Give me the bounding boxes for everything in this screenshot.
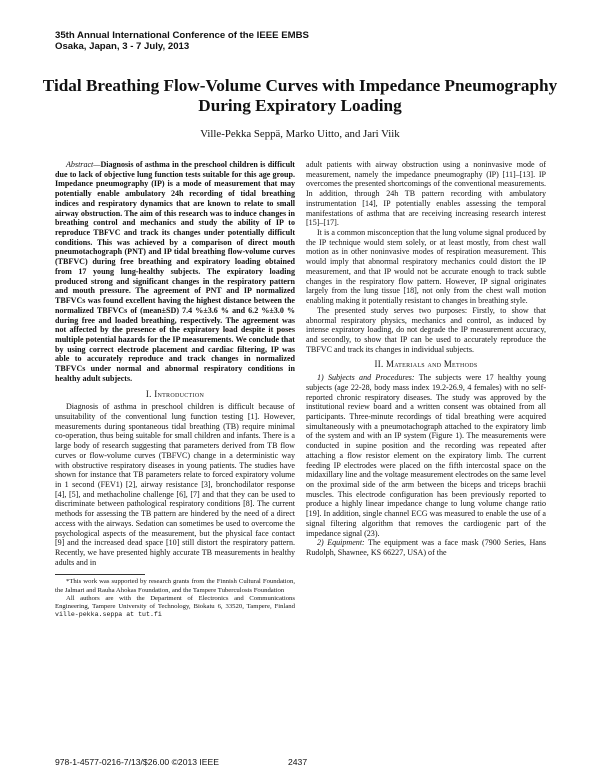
subjects-subheading: 1) Subjects and Procedures: — [317, 373, 415, 383]
footnote-affiliation — [55, 595, 295, 619]
page-number: 2437 — [288, 757, 308, 767]
abstract-text: Diagnosis of asthma in the preschool children is difficult due to lack of objective lung function tests suitable for this age group. Impedance pneumography (IP) is a mode of measurement that may potentially enable ambulatory 24h recording of tidal breathing indices and respiratory dynamics that are known to relate to small airway obstruction. The aim of this research was to induce changes in breathing control and mechanics and study the ability of IP to reproduce TBFVC and track its changes under potentially difficult conditions. This was achieved by a comparison of direct mouth pneumotachograph (PNT) and IP tidal breathing flow-volume curves (TBFVC) during free breathing and expiratory loading obtained from 17 young lung-healthy subjects. The expiratory loading produced strong and significant changes in the respiratory pattern and mouth pressure. The agreement of PNT and IP normalized TBFVCs was found excellent having the highest distance between the normalized TBFVCs of (mean±SD) 7.4 %±3.6 % and 6.2 %±3.0 % during free and loaded breathing, respectively. The agreement was not affected by the presence of the expiratory load despite it poses multiple potential hazards for the IP measurements. We conclude that by using correct electrode placement and cardiac filtering, IP was able to accurately reproduce and track changes in normalized TBFVCs under normal and abnormal respiratory conditions in healthy adult subjects. — [55, 160, 295, 383]
methods-heading: II. Materials and Methods — [374, 359, 478, 370]
footnote-rule — [55, 574, 145, 575]
footnote-funding: *This work was supported by research grants from the Finnish Cultural Foundation, the Jalmari and Rauha Ahokas Foundation, and the Tampere Tuberculosis Foundation — [55, 578, 295, 594]
intro-continued: adult patients with airway obstruction using a noninvasive mode of measurement, namely the impedance pneumography (IP) [11]–[13]. IP overcomes the presented shortcomings of the conventional measurements. In addition, through 24h TB pattern recording with ambulatory instrumentation [14], IP potentially enables assessing the temporal manifestations of asthma that are receiving increasing research interest [15]–[17]. — [306, 160, 546, 228]
author-email: ville-pekka.seppa at tut.fi — [55, 610, 162, 618]
equipment-paragraph — [306, 538, 546, 557]
abstract — [55, 160, 295, 384]
intro-paragraph: Diagnosis of asthma in preschool children is difficult because of unsuitability of the conventional lung function testing [1]. However, measurements during spontaneous tidal breathing (TB) require minimal co-operation, thus being suitable for small children and infants. There is a large body of research suggesting that parameters derived from TB flow curves or flow-volume curves (TBFVC) change in a deterministic way with obstructive respiratory diseases in young patients. The studies have shown for instance that TB parameters relate to forced expiratory volume in 1 second (FEV1) [2], airway resistance [3], bronchodilator response [4], [5], and methacholine challenge [6], [7] and that they can be used to discriminate between pathological respiratory conditions [8]. The current methods for assessing the TB pattern are hindered by the need of a direct access with the airways. Sedation can sometimes be used to overcome the psychological aspects of the measurement, but the physical face contact [9] and the increased dead space [10] still distort the respiratory pattern. Recently, we have presented highly accurate TB measurements in healthy adults and in — [55, 402, 295, 567]
footer-isbn: 978-1-4577-0216-7/13/$26.00 ©2013 IEEE — [55, 757, 220, 767]
intro-paragraph-2: It is a common misconception that the lung volume signal produced by the IP technique would stem solely, or at least mostly, from chest wall motion as in other noninvasive modes of respiration measurement. This would imply that abnormal respiratory mechanics could distort the IP measurement, and that IP would not be accurate enough to track subtle changes in the respiratory flow pattern. However, IP signal originates largely from the lung tissue [18], not only from the chest wall motion enabling making it potentially resistant to changes in breathing style. — [306, 228, 546, 306]
left-column — [55, 160, 295, 619]
equipment-text: The equipment was a face mask (7900 Series, Hans Rudolph, Shawnee, KS 66227, USA) of the — [306, 538, 546, 558]
equipment-subheading: 2) Equipment: — [317, 538, 365, 548]
footnotes — [55, 578, 295, 618]
paper-authors: Ville-Pekka Seppä, Marko Uitto, and Jari Viik — [200, 128, 400, 140]
right-column — [306, 160, 546, 558]
subjects-text: The subjects were 17 healthy young subjects (age 22-28, body mass index 19.2-26.9, 4 females) with no self-reported chronic respiratory diseases. The study was approved by the institutional review board and a written consent was obtained from all participants. Three-minute recordings of tidal breathing were acquired simultaneously with a pneumotachograph attached to the expiratory limb of the system and with an IP system (Figure 1). The measurements were conducted in supine position and the recording was repeated after attaching a flow resistor element on the expiratory limb. The current feeding IP electrodes were placed on the fifth intercostal space on the midaxillary line and the voltage measurement electrodes on the same level on the proximal side of the arm between the biceps and triceps brachii muscles. This electrode configuration has been previously reported to produce a highly linear impedance change to lung volume change ratio [19]. In addition, single channel ECG was measured to enable the use of a signal filtering algorithm that removes the cardiogenic part of the impedance signal (23). — [306, 373, 546, 538]
intro-heading: I. Introduction — [145, 388, 205, 399]
conference-header — [55, 30, 309, 52]
conference-location: Osaka, Japan, 3 - 7 July, 2013 — [55, 41, 190, 52]
subjects-paragraph — [306, 373, 546, 538]
paper-title: Tidal Breathing Flow-Volume Curves with Impedance Pneumography During Expiratory Loading — [42, 76, 558, 115]
abstract-lead: Abstract— — [66, 160, 101, 169]
intro-paragraph-3: The presented study serves two purposes: Firstly, to show that abnormal respiratory physics, mechanics and control, as induced by intense expiratory loading, do not degrade the IP measurement accuracy, and secondly, to show that IP can be used to accurately reproduce the TBFVC and track its changes in individual subjects. — [306, 305, 546, 354]
conference-name: 35th Annual International Conference of the IEEE EMBS — [55, 30, 309, 41]
affiliation-text: All authors are with the Department of Electronics and Communications Engineering, Tampere University of Technology, Biokatu 6, 33520, Tampere, Finland — [55, 594, 295, 610]
